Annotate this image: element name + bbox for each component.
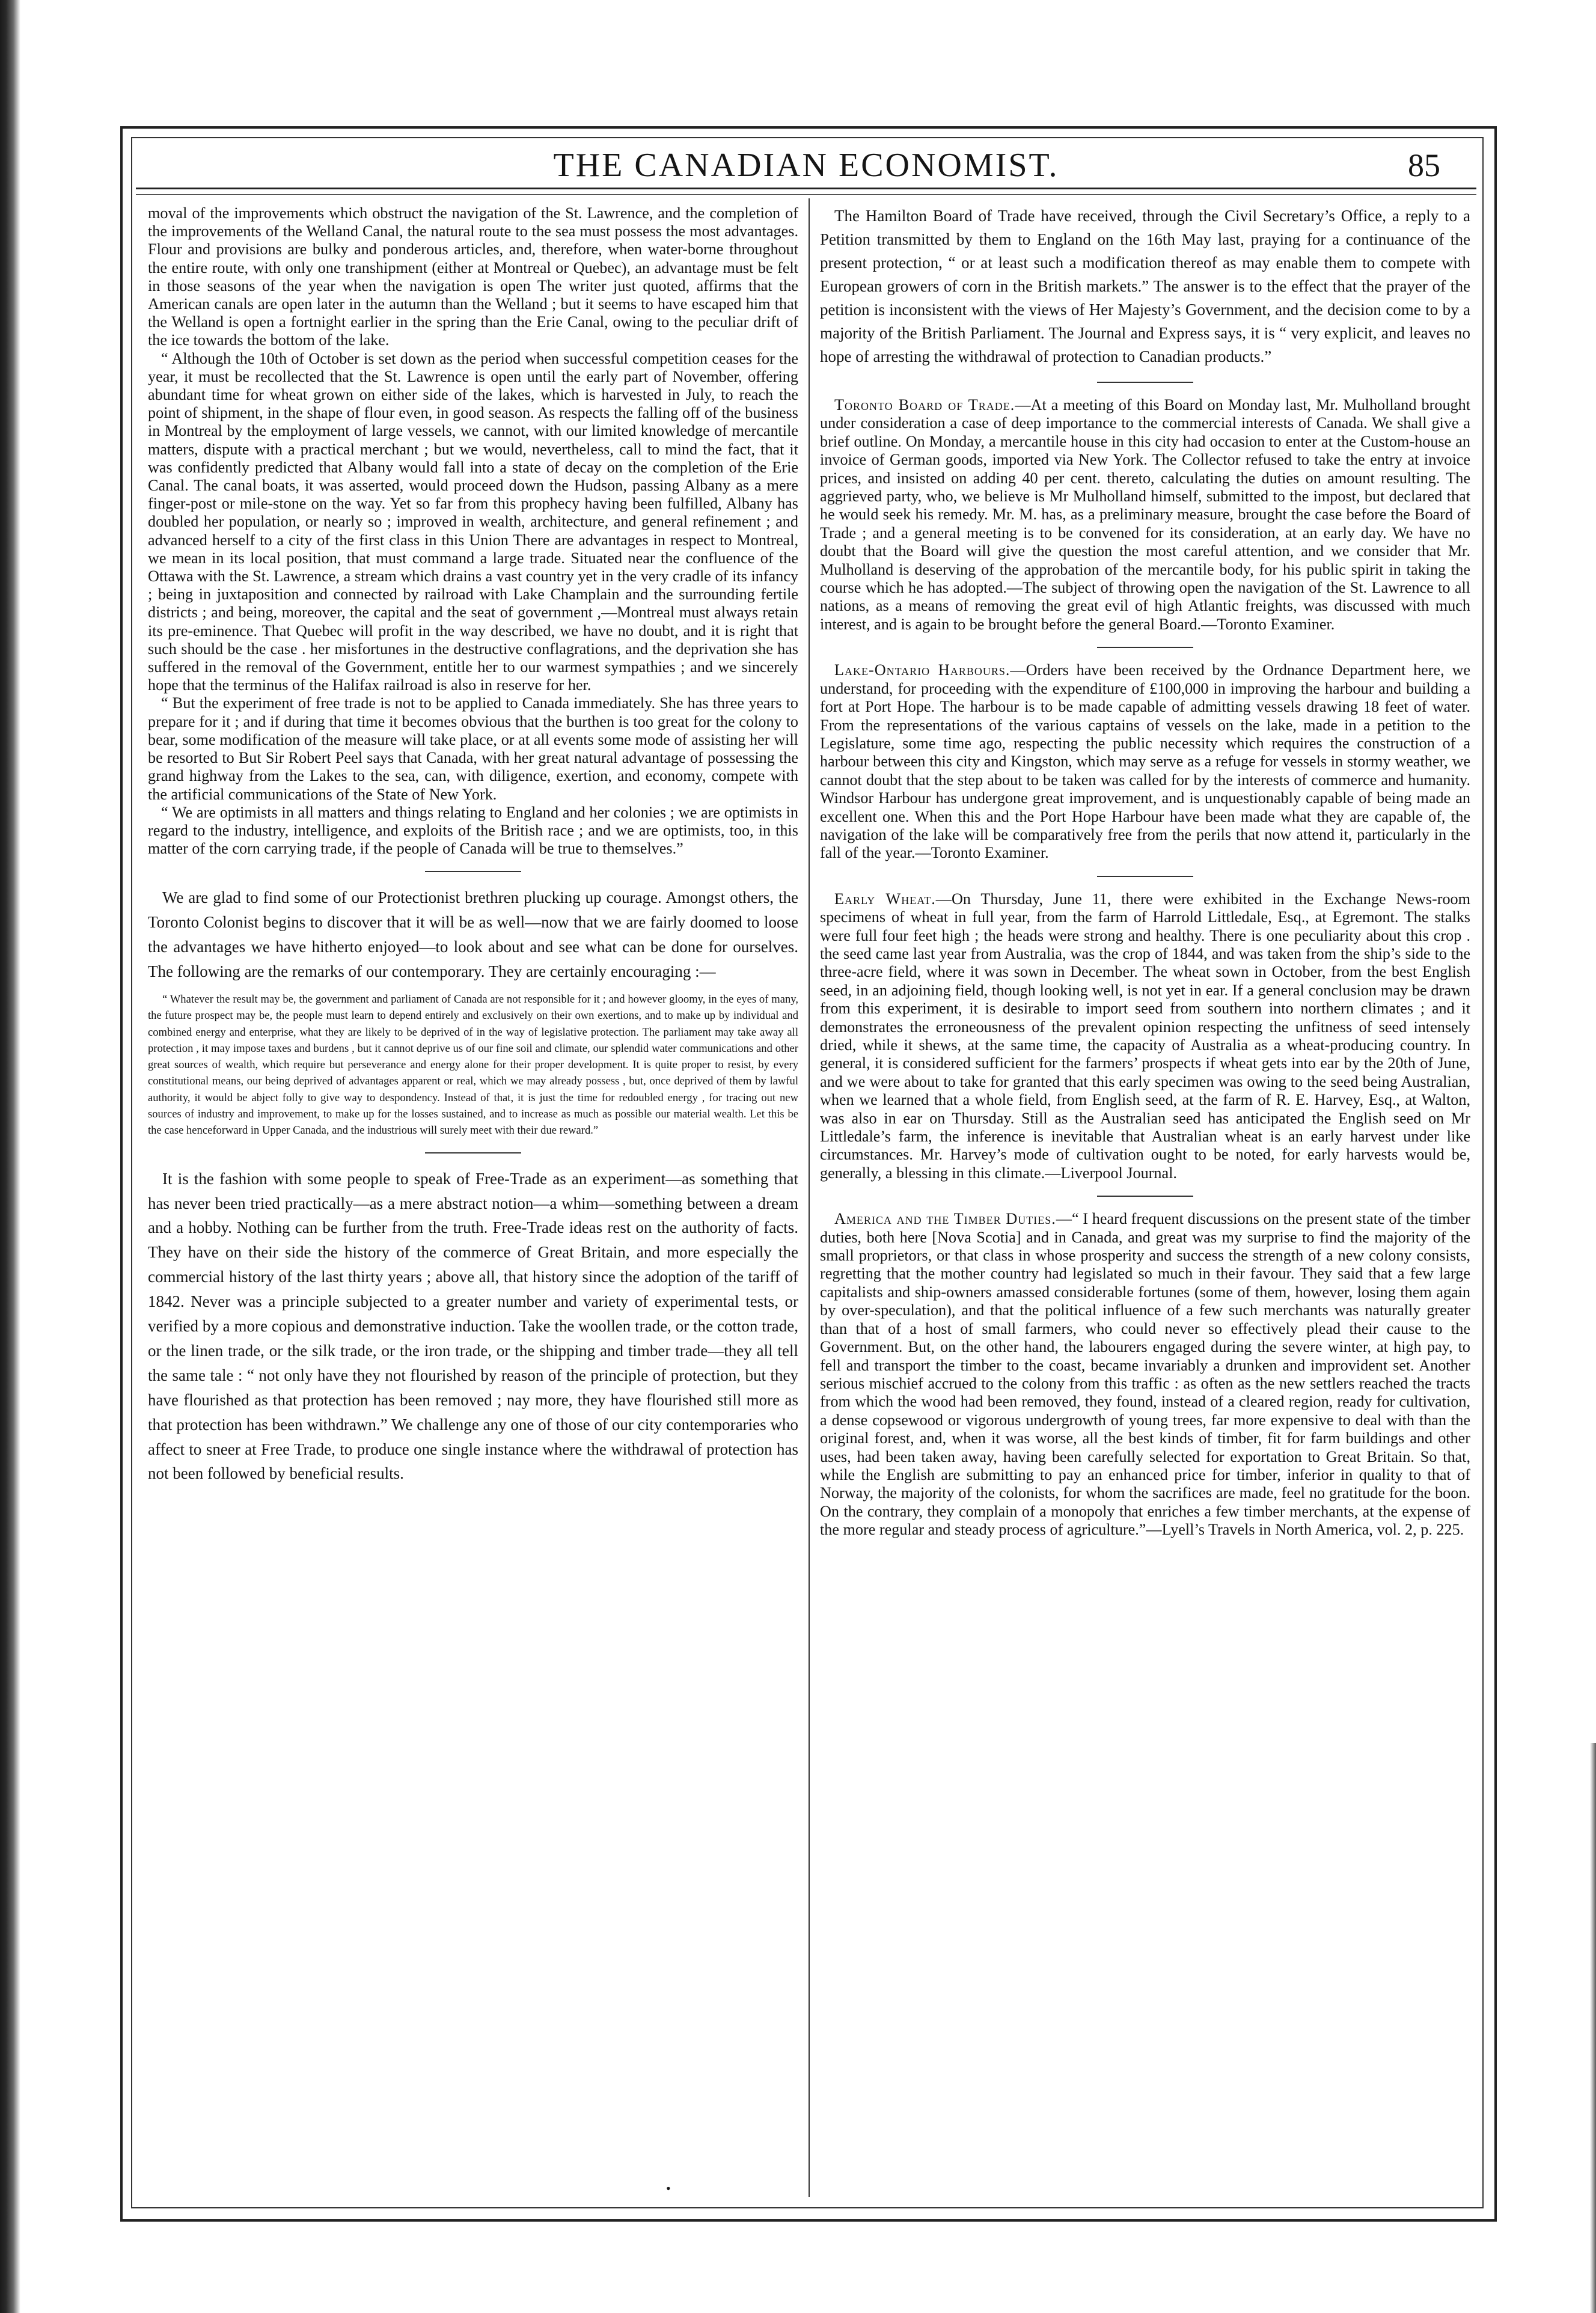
hamilton-paragraph: The Hamilton Board of Trade have received, through the Civil Secretary’s Office, a reply to a Petition transmitted by them to England on the 16th May last, praying for a continuance of the present protection, “ or at least such a modification thereof as may enable them to compete with European growers of corn in the British markets.” The answer is to the effect that the prayer of the petition is inconsistent with the views of Her Majesty’s Government, and the decision come to by a majority of the British Parliament. The Journal and Express says, it is “ very explicit, and leaves no hope of arresting the withdrawal of protection to Canadian products.” — [820, 207, 1470, 365]
section-rule — [1097, 382, 1193, 383]
column-divider — [809, 198, 810, 2197]
section-rule — [425, 871, 521, 872]
wheat-heading: Early Wheat. — [834, 890, 936, 908]
lake-body: —Orders have been received by the Ordnance Department here, we understand, for proceeding with the expenditure of £100,000 in improving the harbour and building a fort at Port Hope. The harbour is to be made capable of admitting vessels drawing 18 feet of water. From the representations of the various captains of vessels on the lake, made in a petition to the Legislature, some time ago, respecting the public necessity which requires the construction of a harbour between this city and Kingston, which may serve as a refuge for vessels in stormy weather, we cannot doubt that the step about to be taken was called for by the interests of commerce and humanity. Windsor Harbour has undergone great improvement, and is unquestionably capable of being made an excellent one. When this and the Port Hope Harbour have been made what they are capable of, the navigation of the lake will be comparatively free from the perils that now attend it, particularly in the fall of the year.—Toronto Examiner. — [820, 661, 1470, 862]
section-rule — [1097, 1196, 1193, 1197]
wheat-article — [820, 890, 1470, 1183]
colonist-quote: “ Whatever the result may be, the government and parliament of Canada are not responsible for it ; and however gloomy, in the eyes of many, the future prospect may be, the people must learn to depend entirely and exclusively on their own exertions, and to make up by individual and combined energy and enterprise, what they are likely to be deprived of in the way of legislative protection. The parliament may take away all protection , it may impose taxes and burdens , but it cannot deprive us of our fine soil and climate, our splendid water communications and other great sources of wealth, which require but perseverance and energy alone for their proper development. It is quite proper to resist, by every constitutional means, our being deprived of advantages apparent or real, which we may already possess , but, once deprived of them by lawful authority, it would be abject folly to give way to despondency. Instead of that, it is just the time for redoubled energy , for tracing out new sources of industry and improvement, to make up for the losses sustained, and to increase as much as possible our material wealth. Let this be the case henceforward in Upper Canada, and the industrious will surely meet with their due reward.” — [148, 992, 798, 1137]
newspaper-title: THE CANADIAN ECONOMIST. — [553, 147, 1059, 184]
quote-paragraph: moval of the improvements which obstruct the navigation of the St. Lawrence, and the completion of the improvements of the Welland Canal, the natural route to the sea must possess the most advantages. Flour and provisions are bulky and ponderous articles, and, therefore, when water-borne throughout the entire route, with only one transhipment (either at Montreal or Quebec), an advantage must be felt in those seasons of the year when the navigation is open The writer just quoted, affirms that the American canals are open later in the autumn than the Welland ; but it seems to have escaped him that the Welland is open a fortnight earlier in the spring than the Erie Canal, owing to the peculiar drift of the ice towards the bottom of the lake. — [148, 204, 798, 349]
right-column — [820, 204, 1470, 2200]
america-heading: America and the Timber Duties. — [834, 1210, 1056, 1228]
quote-paragraph: “ Although the 10th of October is set down as the period when successful competition ceases for the year, it must be recollected that the St. Lawrence is open until the early part of November, offering abundant time for wheat grown on either side of the lakes, which is harvested in July, to reach the point of shipment, in the shape of flour even, in good season. As respects the falling off of the business in Montreal by the employment of large vessels, we cannot, with our limited knowledge of mercantile matters, dispute with a practical merchant ; but we would, nevertheless, call to mind the fact, that it was confidently predicted that Albany would fall into a state of decay on the completion of the Erie Canal. The canal boats, it was asserted, would proceed down the Hudson, passing Albany as a mere finger-post or mile-stone on the way. Yet so far from this prophecy having been fulfilled, Albany has doubled her population, or nearly so ; improved in wealth, architecture, and general refinement ; and advanced herself to a city of the first class in this Union There are advantages in respect to Montreal, we mean in its local position, that must command a large trade. Situated near the confluence of the Ottawa with the St. Lawrence, a stream which drains a vast country yet in the very cradle of its infancy ; being in juxtaposition and connected by railroad with Lake Champlain and the surrounding fertile districts ; and being, moreover, the capital and the seat of government ,—Montreal must always retain its pre-eminence. That Quebec will profit in the way described, we have no doubt, and it is right that such should be the case . her misfortunes in the destructive conflagrations, and the deprivation she has suffered in the removal of the Government, entitle her to our warmest sympathies ; and we sincerely hope that the terminus of the Halifax railroad is also in reserve for her. — [148, 349, 798, 694]
toronto-heading: Toronto Board of Trade. — [834, 396, 1015, 414]
section-rule — [425, 1152, 521, 1153]
quote-paragraph: “ But the experiment of free trade is not to be applied to Canada immediately. She has three years to prepare for it ; and if during that time it becomes obvious that the burthen is too great for the colony to bear, some modification of the measure will take place, or at all events some mode of assisting her will be resorted to But Sir Robert Peel says that Canada, with her great natural advantage of possessing the grand highway from the Lakes to the sea, can, with diligence, exertion, and economy, compete with the artificial communications of the State of New York. — [148, 694, 798, 803]
left-column — [148, 204, 798, 2200]
header-rule — [136, 188, 1476, 195]
free-trade-paragraph: It is the fashion with some people to speak of Free-Trade as an experiment—as something that has never been tried practically—as a mere abstract notion—a whim—something between a dream and a hobby. Nothing can be further from the truth. Free-Trade ideas rest on the authority of facts. They have on their side the history of the commerce of Great Britain, and more especially the commercial history of the last thirty years ; above all, that history since the adoption of the tariff of 1842. Never was a principle subjected to a greater number and variety of experimental tests, or verified by a more copious and demonstrative induction. Take the woollen trade, or the cotton trade, or the linen trade, or the silk trade, or the iron trade, or the shipping and timber trade—they all tell the same tale : “ not only have they not flourished by reason of the principle of protection, but they have flourished as that protection has been removed ; nay more, they have flourished still more as that protection has been withdrawn.” We challenge any one of those of our city contemporaries who affect to sneer at Free Trade, to produce one single instance where the withdrawal of protection has not been followed by beneficial results. — [148, 1169, 798, 1483]
binding-edge — [0, 0, 20, 2313]
lake-article — [820, 661, 1470, 862]
america-body: —“ I heard frequent discussions on the present state of the timber duties, both here [Nova Scotia] and in Canada, and great was my surprise to find the majority of the small proprietors, or that class in whose prosperity and success the strength of a new colony consists, regretting that the mother country had legislated so much in their favour. They said that a few large capitalists and ship-owners amassed considerable fortunes (some of them, however, losing them again by over-speculation), and that the political influence of a few such merchants was naturally greater than that of a host of small farmers, who could never so effectively plead their cause to the Government. But, on the other hand, the labourers engaged during the severe winter, at high pay, to fell and transport the timber to the coast, became invariably a drunken and improvident set. Another serious mischief accrued to the colony from this traffic : as often as the new settlers reached the tracts from which the wood had been removed, they found, instead of a cleared region, ready for cultivation, a dense copsewood or vigorous undergrowth of young trees, far more expensive to deal with than the original forest, and, when it was worse, all the best kinds of timber, fit for farm buildings and other uses, had been taken away, having been carefully selected for exportation to Great Britain. So that, while the English are submitting to pay an enhanced price for timber, inferior in quality to that of Norway, the majority of the colonists, for whom the sacrifices are made, feel no gratitude for the boon. On the contrary, they complain of a monopoly that enriches a few timber merchants, at the expense of the more regular and steady process of agriculture.”—Lyell’s Travels in North America, vol. 2, p. 225. — [820, 1210, 1470, 1539]
quote-paragraph: “ We are optimists in all matters and things relating to England and her colonies ; we are optimists in regard to the industry, intelligence, and exploits of the British race ; and we are optimists, too, in this matter of the corn carrying trade, if the people of Canada will be true to themselves.” — [148, 803, 798, 858]
protectionist-paragraph: We are glad to find some of our Protectionist brethren plucking up courage. Amongst others, the Toronto Colonist begins to discover that it will be as well—now that we are fairly doomed to loose the advantages we have hitherto enjoyed—to look about and see what can be done for ourselves. The following are the remarks of our contemporary. They are certainly encouraging :— — [148, 888, 798, 981]
toronto-body: —At a meeting of this Board on Monday last, Mr. Mulholland brought under consideration a case of deep importance to the commercial interests of Canada. We shall give a brief outline. On Monday, a mercantile house in this city had occasion to enter at the Custom-house an invoice of German goods, imported via New York. The Collector refused to take the entry at invoice prices, and insisted on adding 40 per cent. thereto, calculating the duties on amount resulting. The aggrieved party, who, we believe is Mr Mulholland himself, submitted to the impost, but declared that he would seek his remedy. Mr. M. has, as a preliminary measure, brought the case before the Board of Trade ; and a general meeting is to be convened for its consideration, at an early day. We have no doubt that the Board will give the question the most careful attention, and we consider that Mr. Mulholland is deserving of the approbation of the mercantile body, for his public spirit in taking the course which he has adopted.—The subject of throwing open the navigation of the St. Lawrence to all nations, as a means of removing the great evil of high Atlantic freights, was discussed with much interest, and is again to be brought before the general Board.—Toronto Examiner. — [820, 396, 1470, 633]
print-mark: • — [666, 2181, 671, 2196]
wheat-body: —On Thursday, June 11, there were exhibited in the Exchange News-room specimens of wheat in full year, from the farm of Harrold Littledale, Esq., at Egremont. The stalks were full four feet high ; the heads were strong and healthy. There is one peculiarity about this crop . the seed came last year from Australia, was the crop of 1844, and was taken from the ship’s side to the three-acre field, where it was sown in December. The wheat sown in October, from the best English seed, in an adjoining field, though looking well, is not yet in ear. If a general conclusion may be drawn from this experiment, it is desirable to import seed from southern into northern climates ; and it demonstrates the erroneousness of the prevalent opinion respecting the unfitness of seed intensely dried, while it shews, at the same time, the capacity of Australia as a wheat-producing country. In general, it is considered sufficient for the farmers’ prospects if wheat gets into ear by the 20th of June, and we were about to take for granted that this early specimen was owing to the seed being Australian, when we learned that a whole field, from English seed, at the farm of R. E. Harvey, Esq., at Walton, was also in ear on Thursday. Still as the Australian seed has anticipated the English seed on Mr Littledale’s farm, the inference is inevitable that Australian wheat is an early harvest under like circumstances. Mr. Harvey’s mode of cultivation ought to be noted, for early harvests would be, generally, a blessing in this climate.—Liverpool Journal. — [820, 890, 1470, 1182]
america-article — [820, 1210, 1470, 1539]
page-number: 85 — [1408, 147, 1440, 183]
section-rule — [1097, 647, 1193, 648]
lake-heading: Lake-Ontario Harbours. — [834, 661, 1010, 679]
scan-edge-shadow — [1590, 1743, 1596, 2313]
toronto-article — [820, 396, 1470, 634]
section-rule — [1097, 876, 1193, 877]
page-header — [136, 144, 1476, 186]
